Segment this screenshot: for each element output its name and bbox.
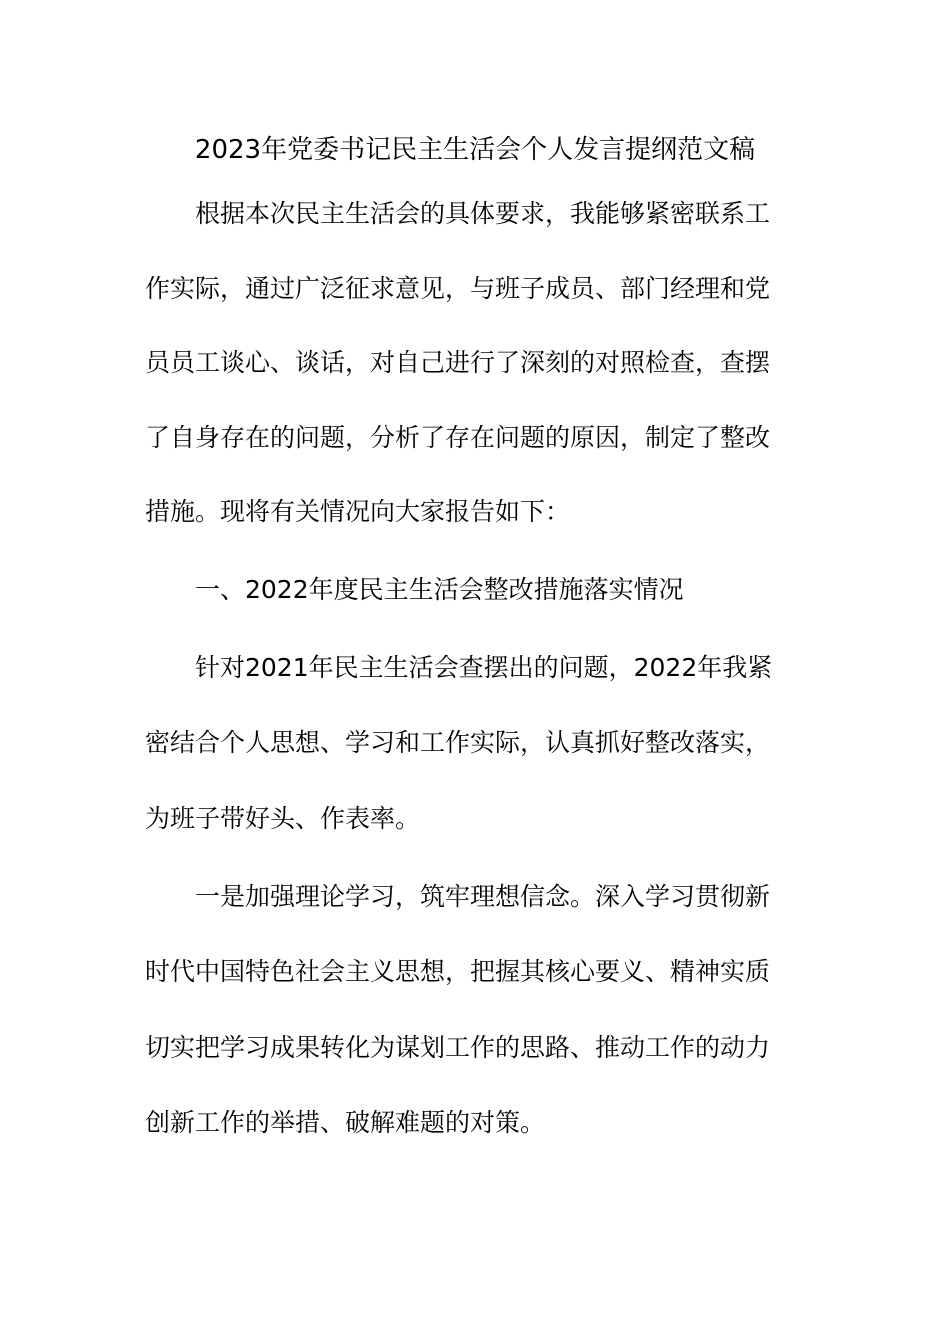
paragraph-line: 密结合个人思想、学习和工作实际，认真抓好整改落实， [145,728,771,757]
paragraph-line: 措施。现将有关情况向大家报告如下： [145,497,571,526]
paragraph-line: 针对2021年民主生活会查摆出的问题，2022年我紧 [195,653,773,682]
paragraph-line: 创新工作的举措、破解难题的对策。 [145,1108,546,1137]
paragraph-line: 员员工谈心、谈话，对自己进行了深刻的对照检查，查摆 [145,348,771,377]
paragraph-line: 根据本次民主生活会的具体要求，我能够紧密联系工 [195,199,771,228]
paragraph-line: 一是加强理论学习，筑牢理想信念。深入学习贯彻新 [195,882,771,911]
paragraph-line: 切实把学习成果转化为谋划工作的思路、推动工作的动力 [145,1033,771,1062]
paragraph-line: 时代中国特色社会主义思想，把握其核心要义、精神实质 [145,957,771,986]
paragraph-line: 作实际，通过广泛征求意见，与班子成员、部门经理和党 [145,274,771,303]
paragraph-line: 为班子带好头、作表率。 [145,804,421,833]
paragraph-line: 了自身存在的问题，分析了存在问题的原因，制定了整改 [145,423,771,452]
document-title: 2023年党委书记民主生活会个人发言提纲范文稿 [194,135,756,165]
section-heading: 一、2022年度民主生活会整改措施落实情况 [195,575,684,604]
